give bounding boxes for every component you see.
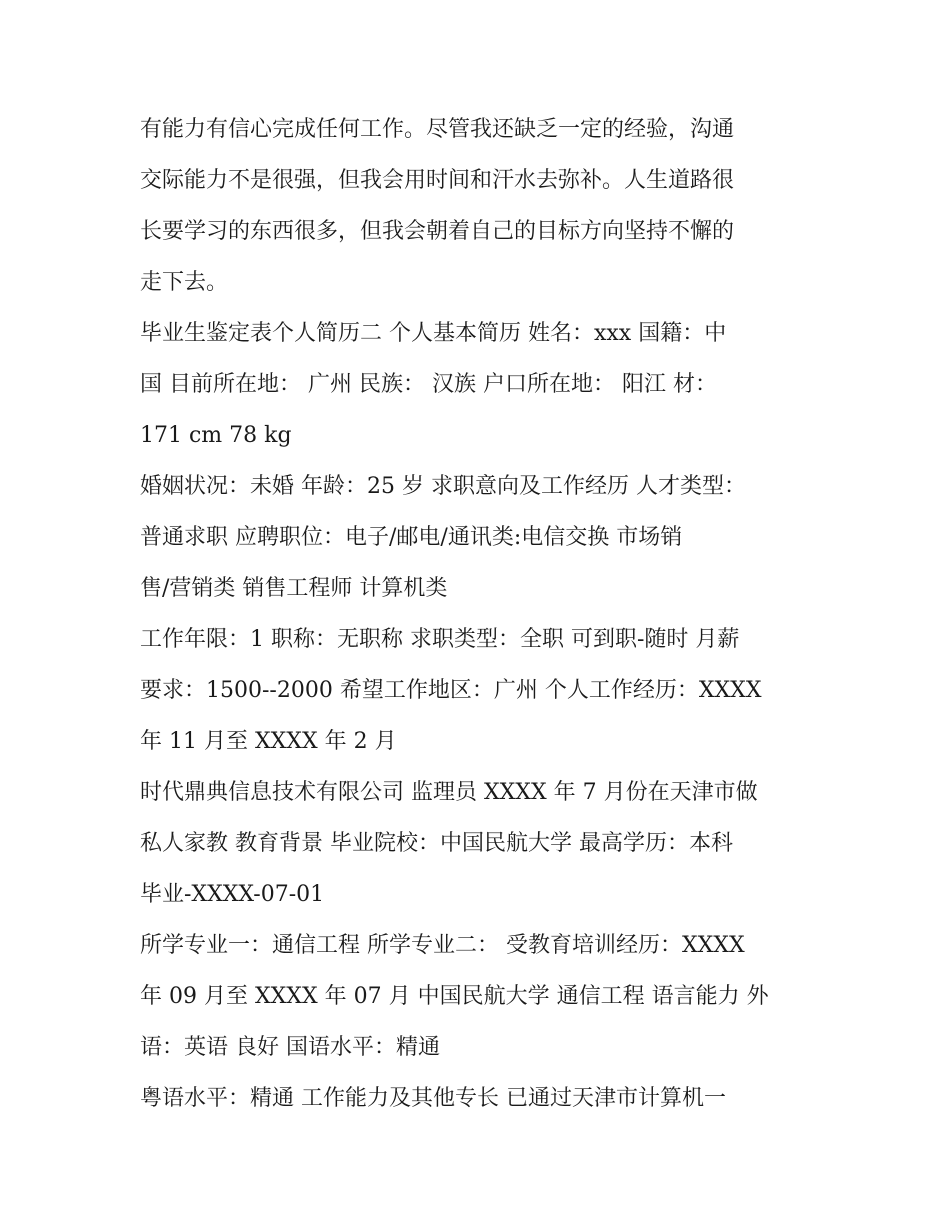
text-line: 时代鼎典信息技术有限公司 监理员 XXXX 年 7 月份在天津市做 (140, 780, 758, 805)
text-line: 交际能力不是很强，但我会用时间和汗水去弥补。人生道路很 (140, 168, 735, 193)
text-line: 工作年限：1 职称：无职称 求职类型：全职 可到职-随时 月薪 (140, 627, 740, 652)
text-line: 普通求职 应聘职位：电子/邮电/通讯类:电信交换 市场销 (140, 525, 683, 550)
text-line: 年 11 月至 XXXX 年 2 月 (140, 729, 397, 754)
text-line: 有能力有信心完成任何工作。尽管我还缺乏一定的经验，沟通 (140, 117, 735, 142)
text-line: 所学专业一：通信工程 所学专业二： 受教育培训经历：XXXX (140, 933, 745, 958)
text-line: 毕业生鉴定表个人简历二 个人基本简历 姓名：xxx 国籍：中 (140, 321, 727, 346)
text-line: 售/营销类 销售工程师 计算机类 (140, 576, 448, 601)
text-line: 粤语水平：精通 工作能力及其他专长 已通过天津市计算机一 (140, 1086, 726, 1111)
text-line: 私人家教 教育背景 毕业院校：中国民航大学 最高学历：本科 (140, 831, 733, 856)
text-line: 婚姻状况：未婚 年龄：25 岁 求职意向及工作经历 人才类型： (140, 474, 746, 499)
text-line: 国 目前所在地： 广州 民族： 汉族 户口所在地： 阳江 材： (140, 372, 717, 397)
text-line: 要求：1500--2000 希望工作地区：广州 个人工作经历：XXXX (140, 678, 762, 703)
document-body (140, 104, 820, 1124)
text-line: 171 cm 78 kg (140, 423, 292, 448)
text-line: 走下去。 (140, 270, 229, 295)
text-line: 年 09 月至 XXXX 年 07 月 中国民航大学 通信工程 语言能力 外 (140, 984, 769, 1009)
text-line: 长要学习的东西很多，但我会朝着自己的目标方向坚持不懈的 (140, 219, 735, 244)
text-line: 语：英语 良好 国语水平：精通 (140, 1035, 440, 1060)
text-line: 毕业-XXXX-07-01 (140, 882, 325, 907)
